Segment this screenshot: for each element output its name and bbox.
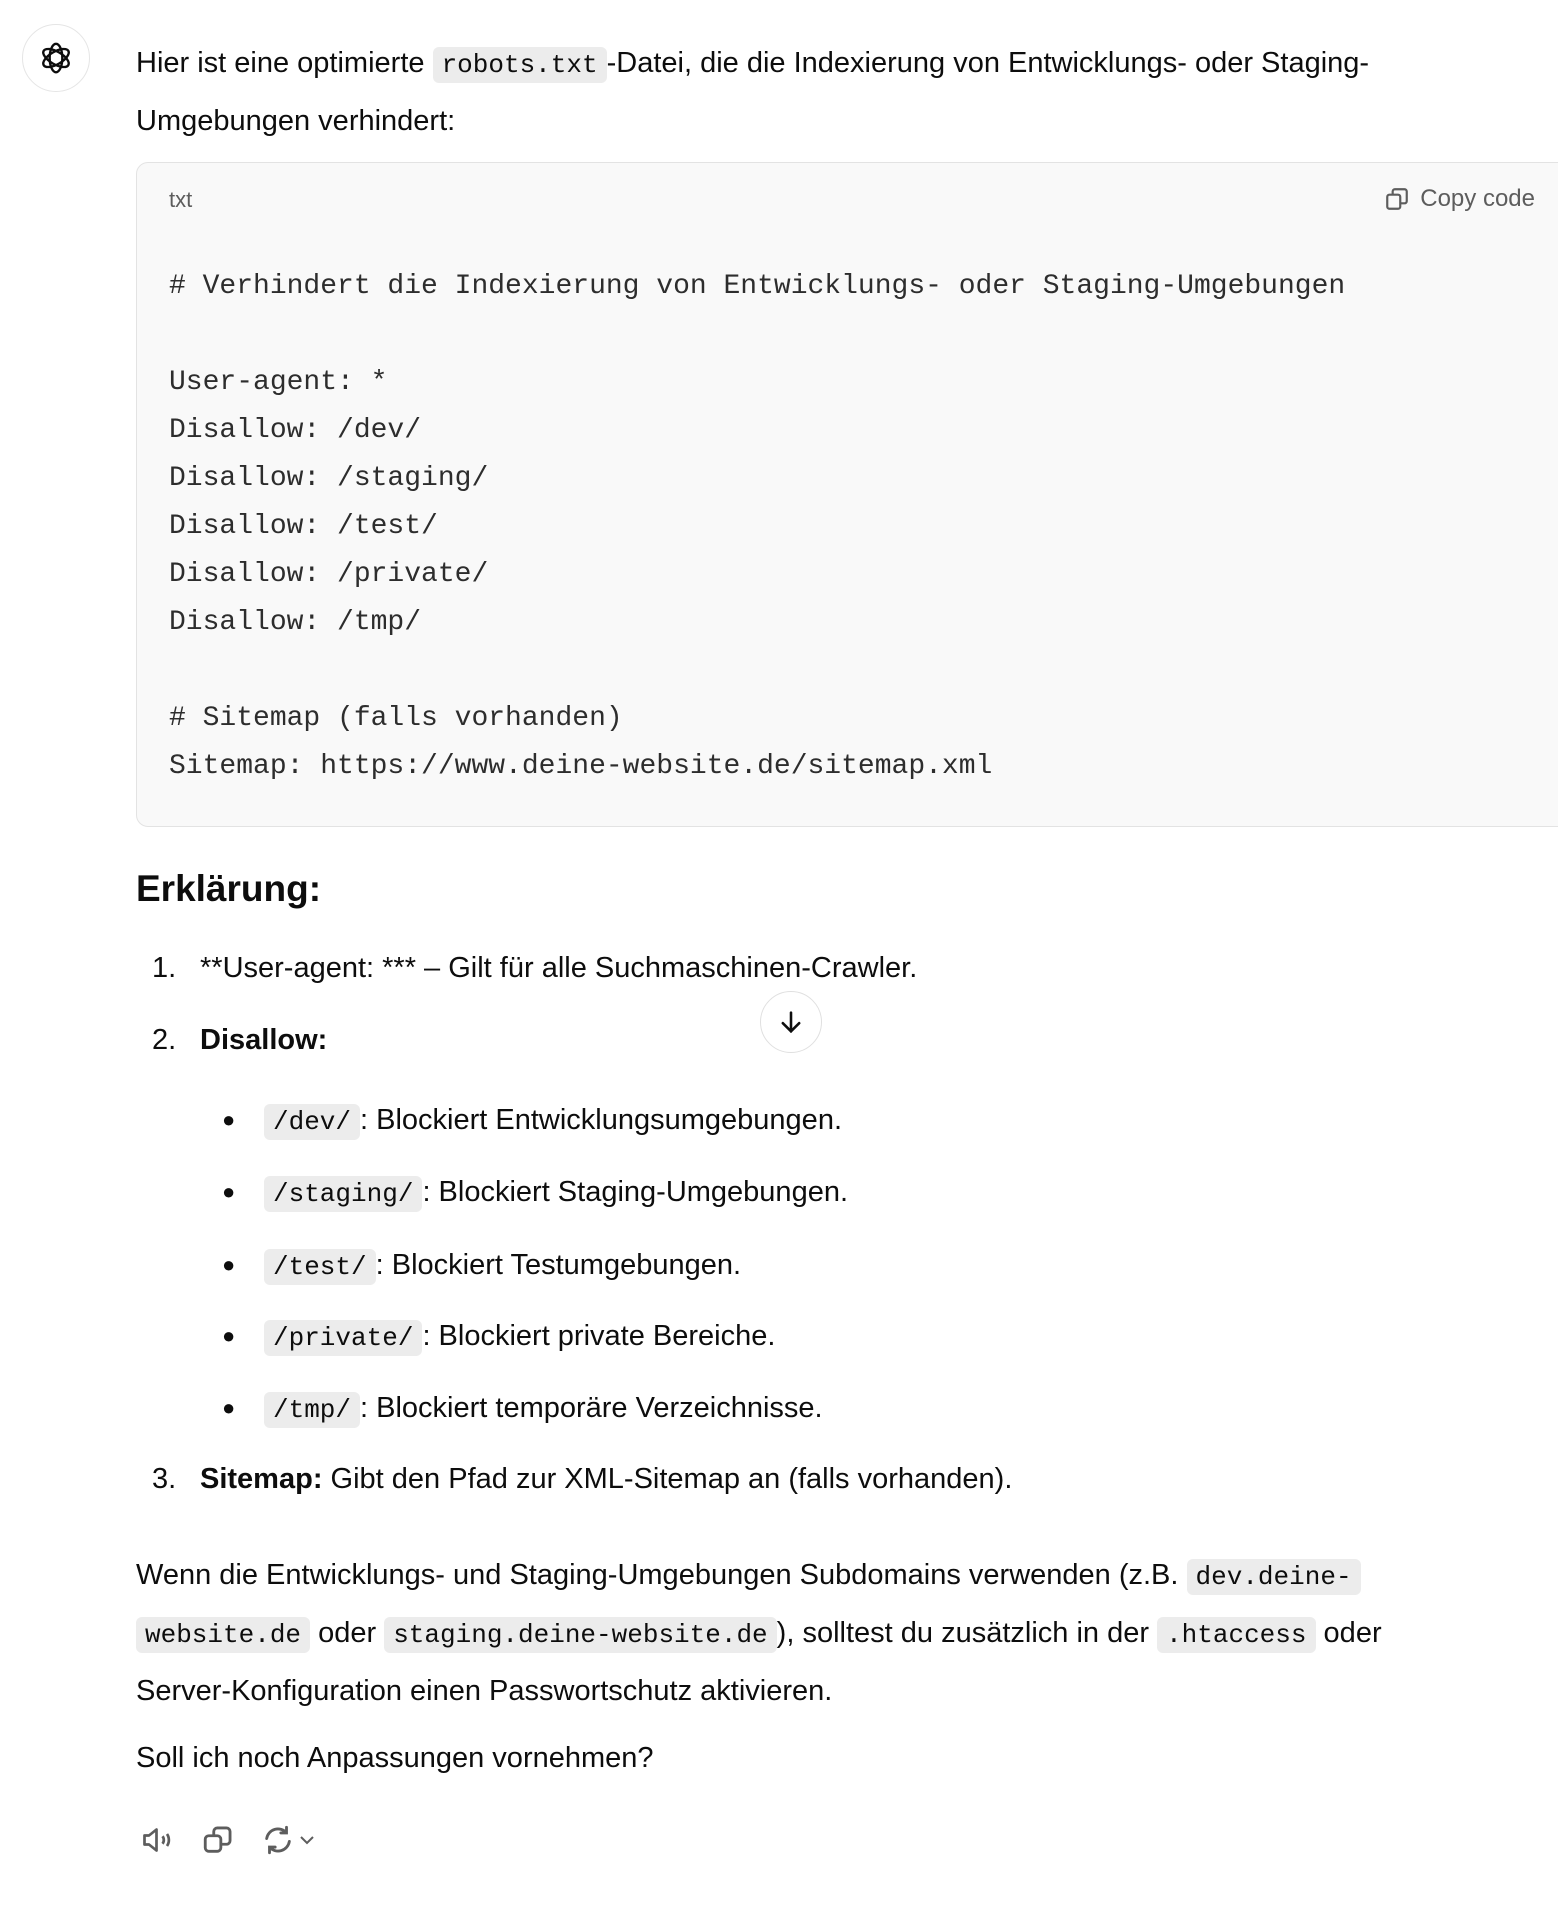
code-content (169, 263, 1345, 791)
inline-code: /staging/ (264, 1176, 422, 1212)
code-line (169, 647, 1345, 695)
arrow-down-icon (777, 1008, 805, 1036)
bullet-icon: ● (222, 1323, 236, 1348)
inline-code: /dev/ (264, 1104, 360, 1140)
code-line (169, 311, 1345, 359)
bullet-text: : Blockiert Testumgebungen. (375, 1249, 742, 1281)
bullet-text: : Blockiert Entwicklungsumgebungen. (360, 1104, 842, 1136)
code-line: Disallow: /private/ (169, 559, 489, 590)
code-line: Disallow: /tmp/ (169, 607, 422, 638)
speaker-icon (140, 1822, 176, 1858)
inline-code: /tmp/ (264, 1392, 360, 1428)
bullet-icon: ● (222, 1107, 236, 1132)
bullet-text: : Blockiert private Bereiche. (422, 1320, 776, 1352)
bullet-text: : Blockiert temporäre Verzeichnisse. (360, 1392, 823, 1424)
code-language: txt (169, 187, 193, 212)
copy-code-label: Copy code (1420, 185, 1535, 212)
assistant-avatar (22, 24, 90, 92)
section-heading: Erklärung: (136, 868, 322, 909)
openai-logo-icon (37, 39, 75, 77)
read-aloud-button[interactable] (140, 1822, 176, 1858)
copy-code-button[interactable] (1384, 185, 1535, 213)
subdomain-paragraph: Wenn die Entwicklungs- und Staging-Umgebungen Subdomains verwenden (z.B. dev.deine- website.de oder staging.deine-website.de ), solltest du zusätzlich in der .htaccess oder Server-Konfiguration einen Passwortschutz aktivieren. (136, 1559, 1382, 1707)
code-line: Disallow: /dev/ (169, 415, 422, 446)
inline-code: /test/ (264, 1249, 376, 1285)
bullet-text: : Blockiert Staging-Umgebungen. (422, 1176, 849, 1208)
code-line: Disallow: /staging/ (169, 463, 489, 494)
code-line: # Verhindert die Indexierung von Entwicklungs- oder Staging-Umgebungen (169, 271, 1346, 302)
inline-code: /private/ (264, 1320, 422, 1356)
code-line: User-agent: * (169, 367, 388, 398)
bullet-icon: ● (222, 1179, 236, 1204)
question-text: Soll ich noch Anpassungen vornehmen? (136, 1742, 654, 1774)
copy-icon (201, 1823, 235, 1857)
code-block (136, 162, 1558, 827)
bullet-icon: ● (222, 1395, 236, 1420)
copy-icon (1384, 186, 1410, 212)
code-line: Sitemap: https://www.deine-website.de/sitemap.xml (169, 751, 993, 782)
scroll-down-button[interactable] (760, 991, 822, 1053)
intro-text: Hier ist eine optimierte robots.txt -Datei, die die Indexierung von Entwicklungs- oder Staging- Umgebungen verhindert: (136, 47, 1370, 137)
chevron-down-icon (295, 1828, 319, 1852)
bullet-icon: ● (222, 1252, 236, 1277)
code-line: # Sitemap (falls vorhanden) (169, 703, 623, 734)
code-line: Disallow: /test/ (169, 511, 438, 542)
regenerate-button[interactable] (255, 1822, 325, 1858)
refresh-icon (261, 1823, 295, 1857)
copy-button[interactable] (200, 1822, 236, 1858)
